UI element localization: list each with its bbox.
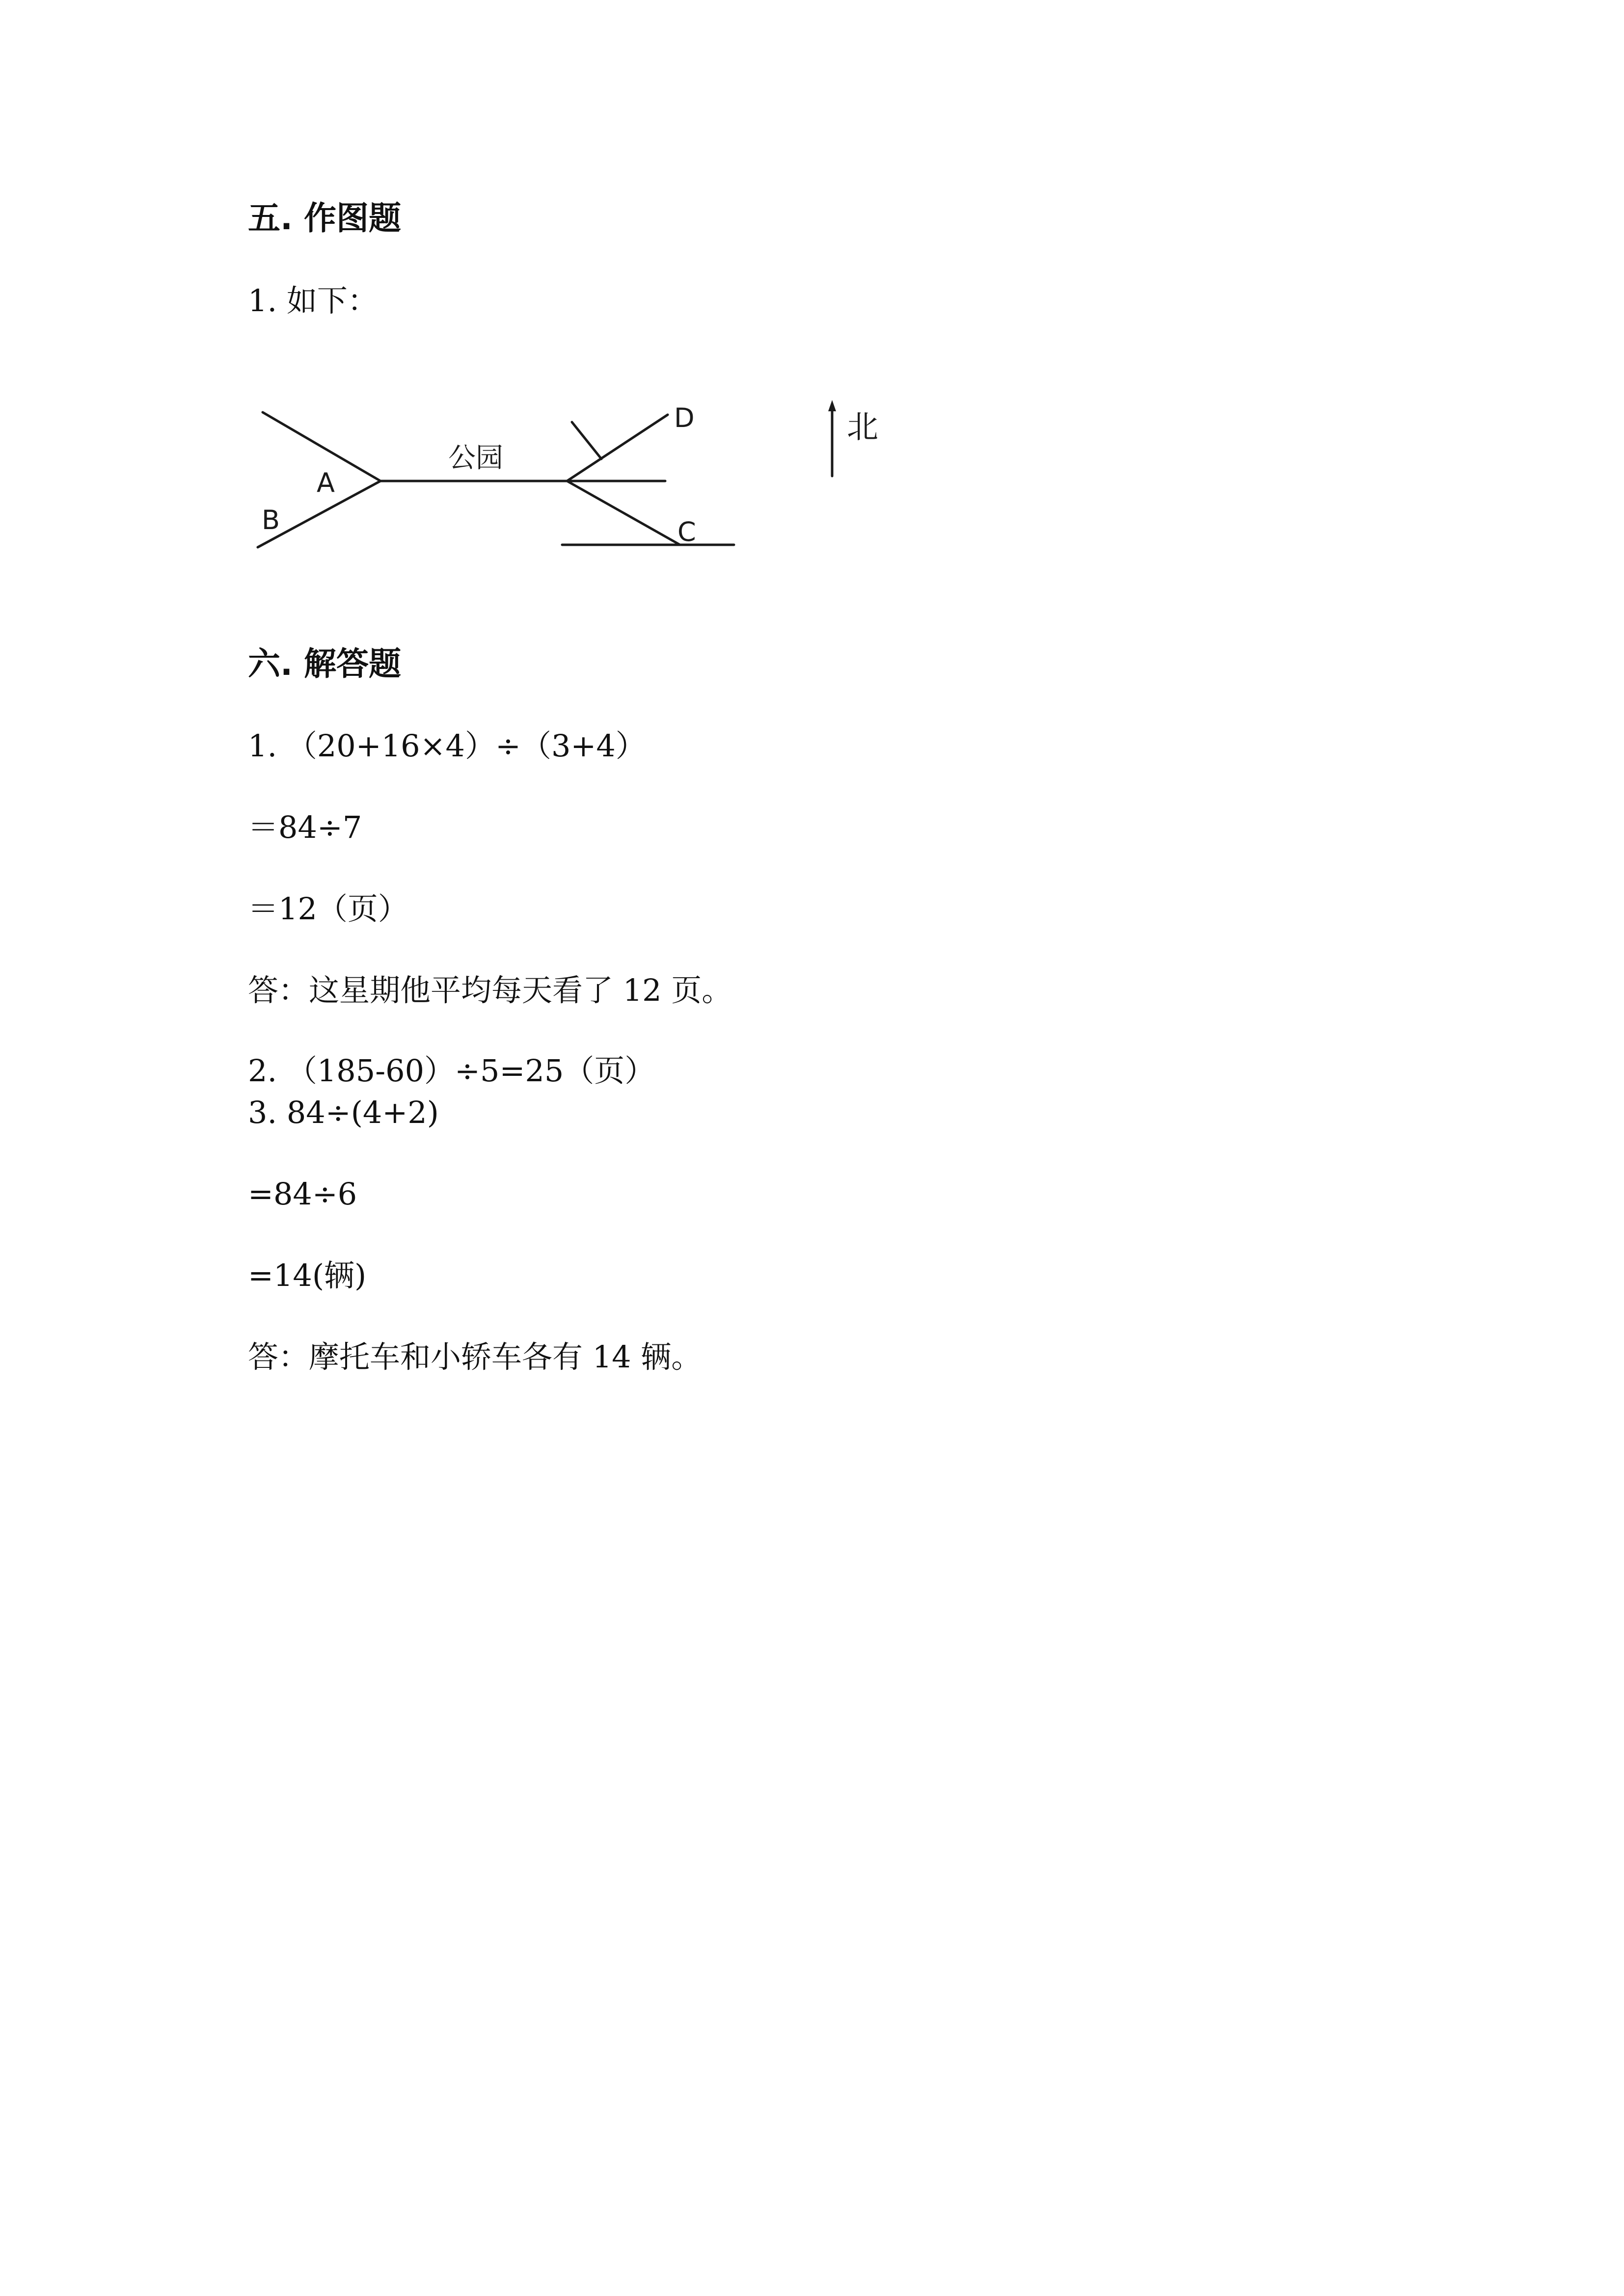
section-5-heading: 五. 作图题	[248, 199, 402, 237]
label-d: D	[674, 402, 695, 433]
q3-step-1: =84÷6	[248, 1176, 357, 1212]
q1-answer: 答：这星期他平均每天看了 12 页。	[248, 972, 732, 1008]
road-to-d	[567, 415, 668, 481]
label-c: C	[677, 516, 696, 547]
label-park: 公园	[448, 442, 503, 474]
q3-expression: 3. 84÷(4+2)	[248, 1095, 439, 1130]
label-b: B	[262, 505, 280, 535]
q1-label: 1. 如下：	[248, 283, 378, 319]
section-6-heading: 六. 解答题	[248, 645, 402, 683]
q3-step-2: =14(辆)	[248, 1257, 367, 1293]
road-to-c	[567, 481, 680, 545]
q1-step-1: ＝84÷7	[248, 809, 362, 845]
q2-expression: 2. （185-60）÷5=25（页）	[248, 1053, 655, 1089]
road-short-branch	[572, 422, 601, 459]
q1-step-2: ＝12（页）	[248, 891, 408, 927]
label-a: A	[317, 467, 335, 498]
map-diagram	[248, 383, 906, 560]
north-arrow-head	[828, 400, 836, 411]
q3-answer: 答：摩托车和小轿车各有 14 辆。	[248, 1339, 702, 1375]
label-north: 北	[847, 409, 878, 446]
q1-expression: 1. （20+16×4）÷（3+4）	[248, 728, 646, 764]
